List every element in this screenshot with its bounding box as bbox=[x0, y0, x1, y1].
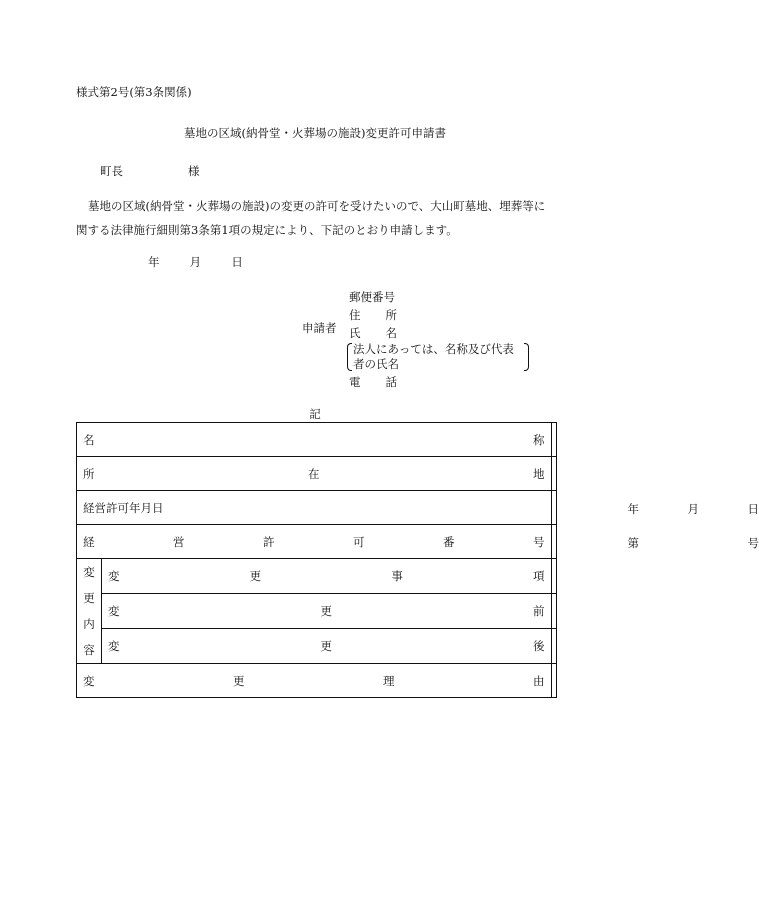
name-value-cell[interactable] bbox=[551, 423, 556, 457]
change-item-label: 変 更 事 項 bbox=[102, 559, 552, 594]
location-value-cell[interactable] bbox=[551, 457, 556, 491]
table-row bbox=[77, 525, 557, 559]
table-row bbox=[77, 491, 557, 525]
after-change-label: 変 更 後 bbox=[102, 629, 552, 664]
table-row bbox=[77, 629, 557, 664]
corporation-note: 法人にあっては、名称及び代表者の氏名 bbox=[349, 342, 527, 372]
addressee bbox=[100, 163, 200, 179]
date-month: 月 bbox=[189, 255, 202, 269]
phone-label: 電 話 bbox=[349, 375, 397, 389]
license-date-value-cell[interactable]: 年 月 日 bbox=[551, 491, 556, 525]
name-label: 氏 名 bbox=[349, 326, 397, 340]
body-text: 墓地の区域(納骨堂・火葬場の施設)の変更の許可を受けたいので、大山町墓地、埋葬等に関する法律施行細則第3条第1項の規定により、下記のとおり申請します。 bbox=[76, 199, 546, 237]
change-reason-value-cell[interactable] bbox=[551, 664, 556, 698]
before-change-label: 変 更 前 bbox=[102, 594, 552, 629]
table-row bbox=[77, 664, 557, 698]
addressee-name: 町長 bbox=[100, 164, 123, 178]
date-line bbox=[148, 254, 243, 270]
record-table bbox=[76, 422, 759, 698]
license-no-label: 経 営 許 可 番 号 bbox=[77, 525, 552, 559]
after-change-value-cell[interactable] bbox=[551, 629, 556, 664]
page-title: 墓地の区域(納骨堂・火葬場の施設)変更許可申請書 bbox=[184, 126, 446, 140]
ki-heading: 記 bbox=[309, 407, 321, 421]
form-number: 様式第2号(第3条関係) bbox=[76, 85, 192, 99]
date-year: 年 bbox=[148, 255, 160, 269]
license-no-value-cell[interactable]: 第 号 bbox=[551, 525, 556, 559]
addressee-suffix: 様 bbox=[188, 164, 200, 178]
name-cell-label: 名 称 bbox=[77, 423, 552, 457]
change-item-value-cell[interactable] bbox=[551, 559, 556, 594]
table-row bbox=[77, 423, 557, 457]
table-row bbox=[77, 457, 557, 491]
postal-code-label: 郵便番号 bbox=[349, 290, 395, 304]
table-row bbox=[77, 559, 557, 594]
applicant-label: 申請者 bbox=[302, 321, 337, 335]
date-day: 日 bbox=[231, 255, 243, 269]
license-date-label: 経営許可年月日 bbox=[77, 491, 552, 525]
before-change-value-cell[interactable] bbox=[551, 594, 556, 629]
change-contents-label: 変 更 内 容 bbox=[77, 559, 102, 664]
table-row bbox=[77, 594, 557, 629]
change-reason-label: 変 更 理 由 bbox=[77, 664, 552, 698]
location-cell-label: 所 在 地 bbox=[77, 457, 552, 491]
address-label: 住 所 bbox=[349, 308, 397, 322]
